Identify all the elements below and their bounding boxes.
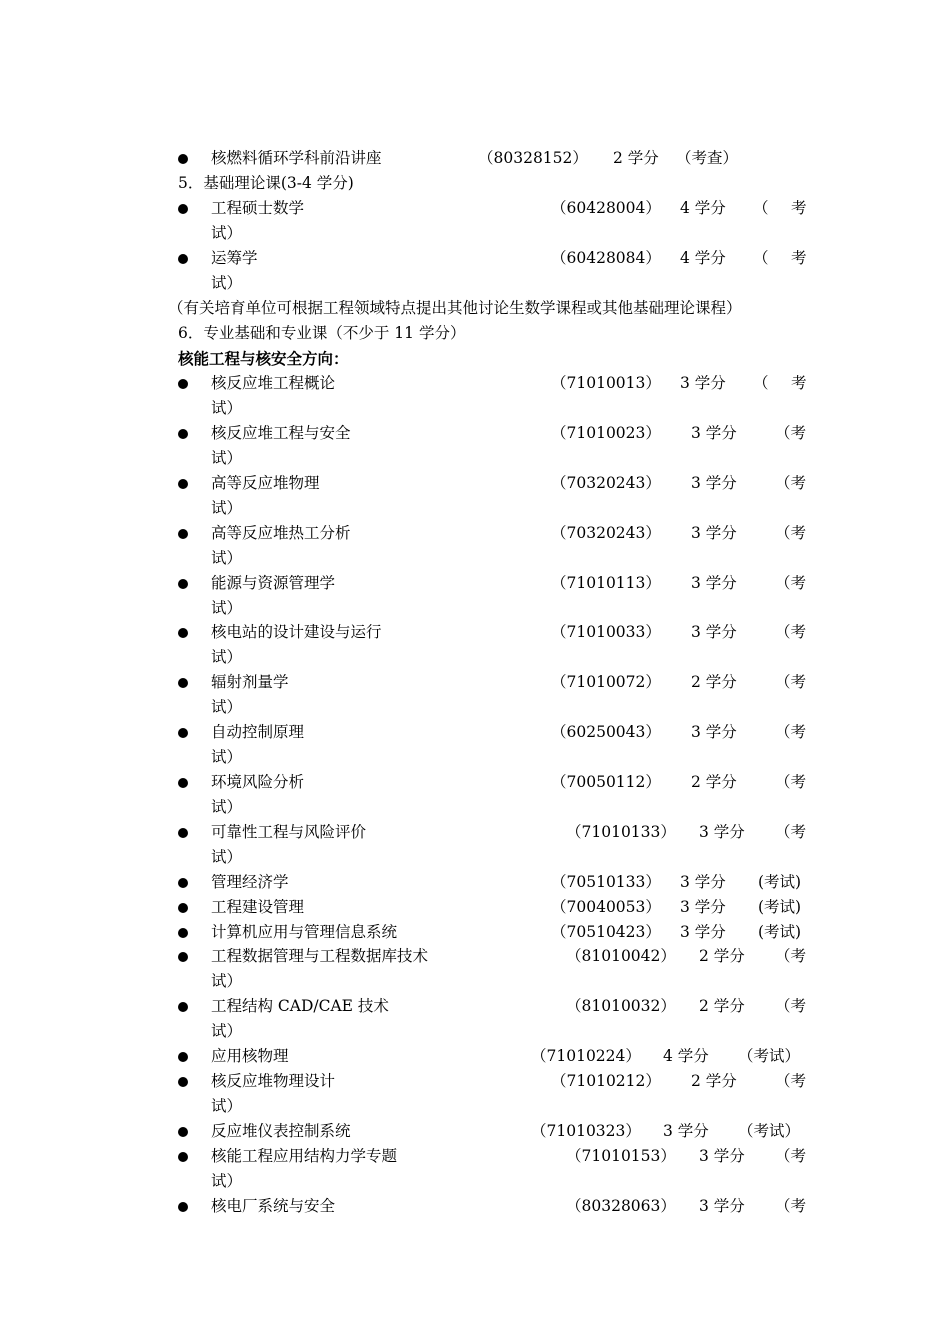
course-code: （60428004）: [551, 199, 661, 217]
course-row: [0, 720, 950, 745]
course-code: （60428084）: [551, 249, 661, 267]
course-exam: （考: [775, 424, 807, 442]
bullet-icon: [178, 828, 188, 838]
course-code: （60250043）: [551, 723, 661, 741]
course-name: 辐射剂量学: [211, 673, 289, 691]
course-row-continuation: 试）: [211, 748, 243, 766]
course-credit: 3 学分: [691, 524, 737, 542]
bullet-icon: [178, 1077, 188, 1087]
course-credit: 2 学分: [613, 149, 659, 167]
course-exam: （考: [775, 1147, 807, 1165]
course-credit: 3 学分: [691, 623, 737, 641]
course-name: 自动控制原理: [211, 723, 305, 741]
course-name: 高等反应堆物理: [211, 474, 320, 492]
course-exam: 考: [791, 249, 807, 267]
course-exam-open: （: [753, 249, 769, 267]
course-row-continuation: 试）: [211, 274, 243, 292]
course-row: [0, 421, 950, 446]
bullet-icon: [178, 254, 188, 264]
course-code: （80328063）: [566, 1197, 676, 1215]
course-exam: （考: [775, 673, 807, 691]
course-row-continuation: 试）: [211, 224, 243, 242]
course-credit: 3 学分: [680, 873, 726, 891]
course-credit: 3 学分: [699, 823, 745, 841]
course-row: [0, 1144, 950, 1169]
course-credit: 2 学分: [691, 1072, 737, 1090]
course-exam-open: （: [753, 374, 769, 392]
course-row-continuation: 试）: [211, 648, 243, 666]
course-row-continuation: 试）: [211, 449, 243, 467]
course-credit: 4 学分: [680, 249, 726, 267]
course-code: （70040053）: [551, 898, 661, 916]
course-row-continuation: 试）: [211, 599, 243, 617]
section-heading: 5．基础理论课(3-4 学分): [178, 174, 354, 192]
course-credit: 3 学分: [680, 923, 726, 941]
bullet-icon: [178, 379, 188, 389]
course-exam: （考: [775, 574, 807, 592]
section-heading: 6．专业基础和专业课（不少于 11 学分）: [178, 324, 466, 342]
course-exam: （考: [775, 773, 807, 791]
bullet-icon: [178, 429, 188, 439]
course-credit: 3 学分: [663, 1122, 709, 1140]
course-exam-open: （: [753, 199, 769, 217]
course-code: （80328152）: [478, 149, 588, 167]
course-code: （81010042）: [566, 947, 676, 965]
course-credit: 2 学分: [699, 997, 745, 1015]
course-row: [0, 371, 950, 396]
course-code: （71010033）: [551, 623, 661, 641]
course-exam: (考试): [758, 873, 802, 891]
course-credit: 4 学分: [680, 199, 726, 217]
course-code: （71010072）: [551, 673, 661, 691]
course-code: （71010153）: [566, 1147, 676, 1165]
course-credit: 2 学分: [691, 673, 737, 691]
course-exam: （考: [775, 623, 807, 641]
course-name: 核电站的设计建设与运行: [211, 623, 382, 641]
bullet-icon: [178, 878, 188, 888]
course-code: （71010113）: [551, 574, 661, 592]
course-exam: （考试）: [738, 1122, 801, 1140]
bullet-icon: [178, 952, 188, 962]
course-row-continuation: 试）: [211, 1097, 243, 1115]
course-code: （70320243）: [551, 474, 661, 492]
course-row: [0, 1044, 950, 1069]
course-row-continuation: 试）: [211, 698, 243, 716]
course-code: （71010023）: [551, 424, 661, 442]
course-name: 核电厂系统与安全: [211, 1197, 336, 1215]
course-name: 工程硕士数学: [211, 199, 305, 217]
course-row-continuation: 试）: [211, 972, 243, 990]
course-exam: （考: [775, 1072, 807, 1090]
course-row-continuation: 试）: [211, 549, 243, 567]
course-credit: 3 学分: [699, 1197, 745, 1215]
bullet-icon: [178, 1202, 188, 1212]
bullet-icon: [178, 928, 188, 938]
course-row: [0, 571, 950, 596]
course-credit: 4 学分: [663, 1047, 709, 1065]
course-credit: 3 学分: [680, 374, 726, 392]
course-credit: 2 学分: [691, 773, 737, 791]
bullet-icon: [178, 1052, 188, 1062]
course-row-continuation: 试）: [211, 1022, 243, 1040]
bullet-icon: [178, 154, 188, 164]
section-subheading: 核能工程与核安全方向：: [178, 349, 349, 368]
course-name: 环境风险分析: [211, 773, 305, 791]
course-name: 应用核物理: [211, 1047, 289, 1065]
course-credit: 2 学分: [699, 947, 745, 965]
course-row: [0, 1119, 950, 1144]
course-row-continuation: 试）: [211, 499, 243, 517]
course-row: [0, 196, 950, 221]
course-row: [0, 870, 950, 895]
bullet-icon: [178, 204, 188, 214]
course-row: [0, 146, 950, 171]
course-name: 管理经济学: [211, 873, 289, 891]
course-name: 运筹学: [211, 249, 258, 267]
course-credit: 3 学分: [699, 1147, 745, 1165]
bullet-icon: [178, 579, 188, 589]
course-code: （71010133）: [566, 823, 676, 841]
bullet-icon: [178, 529, 188, 539]
course-exam: （考: [775, 474, 807, 492]
course-row-continuation: 试）: [211, 399, 243, 417]
bullet-icon: [178, 479, 188, 489]
course-exam: （考: [775, 997, 807, 1015]
course-credit: 3 学分: [691, 424, 737, 442]
course-code: （81010032）: [566, 997, 676, 1015]
bullet-icon: [178, 1002, 188, 1012]
course-code: （70510423）: [551, 923, 661, 941]
course-row: [0, 895, 950, 920]
course-name: 计算机应用与管理信息系统: [211, 923, 398, 941]
course-row: [0, 994, 950, 1019]
course-exam: 考: [791, 374, 807, 392]
course-row: [0, 246, 950, 271]
course-code: （70050112）: [551, 773, 661, 791]
course-row-continuation: 试）: [211, 848, 243, 866]
course-credit: 3 学分: [691, 723, 737, 741]
course-credit: 3 学分: [680, 898, 726, 916]
bullet-icon: [178, 728, 188, 738]
course-row: [0, 820, 950, 845]
course-name: 高等反应堆热工分析: [211, 524, 351, 542]
course-name: 核反应堆工程与安全: [211, 424, 351, 442]
course-row: [0, 620, 950, 645]
note-paragraph: （有关培育单位可根据工程领域特点提出其他讨论生数学课程或其他基础理论课程）: [168, 299, 742, 317]
course-name: 可靠性工程与风险评价: [211, 823, 367, 841]
course-name: 能源与资源管理学: [211, 574, 336, 592]
course-name: 工程建设管理: [211, 898, 305, 916]
course-name: 核反应堆物理设计: [211, 1072, 336, 1090]
bullet-icon: [178, 778, 188, 788]
course-exam: （考: [775, 1197, 807, 1215]
course-name: 工程结构 CAD/CAE 技术: [211, 997, 389, 1015]
bullet-icon: [178, 1152, 188, 1162]
course-row: [0, 1194, 950, 1219]
course-exam: （考查）: [676, 149, 739, 167]
course-code: （70320243）: [551, 524, 661, 542]
course-name: 核能工程应用结构力学专题: [211, 1147, 398, 1165]
course-name: 反应堆仪表控制系统: [211, 1122, 351, 1140]
course-name: 核燃料循环学科前沿讲座: [211, 149, 382, 167]
course-code: （71010013）: [551, 374, 661, 392]
bullet-icon: [178, 903, 188, 913]
bullet-icon: [178, 628, 188, 638]
course-row: [0, 944, 950, 969]
course-code: （71010212）: [551, 1072, 661, 1090]
course-row: [0, 471, 950, 496]
course-credit: 3 学分: [691, 474, 737, 492]
course-name: 工程数据管理与工程数据库技术: [211, 947, 429, 965]
course-row: [0, 1069, 950, 1094]
course-row: [0, 920, 950, 945]
course-code: （71010224）: [531, 1047, 641, 1065]
course-row-continuation: 试）: [211, 1172, 243, 1190]
course-exam: (考试): [758, 898, 802, 916]
bullet-icon: [178, 1127, 188, 1137]
course-code: （70510133）: [551, 873, 661, 891]
course-code: （71010323）: [531, 1122, 641, 1140]
course-row: [0, 521, 950, 546]
course-row: [0, 770, 950, 795]
course-exam: (考试): [758, 923, 802, 941]
course-exam: （考: [775, 947, 807, 965]
course-row-continuation: 试）: [211, 798, 243, 816]
course-credit: 3 学分: [691, 574, 737, 592]
course-exam: （考试）: [738, 1047, 801, 1065]
course-exam: （考: [775, 723, 807, 741]
course-row: [0, 670, 950, 695]
course-name: 核反应堆工程概论: [211, 374, 336, 392]
course-exam: （考: [775, 524, 807, 542]
bullet-icon: [178, 678, 188, 688]
course-exam: （考: [775, 823, 807, 841]
course-exam: 考: [791, 199, 807, 217]
